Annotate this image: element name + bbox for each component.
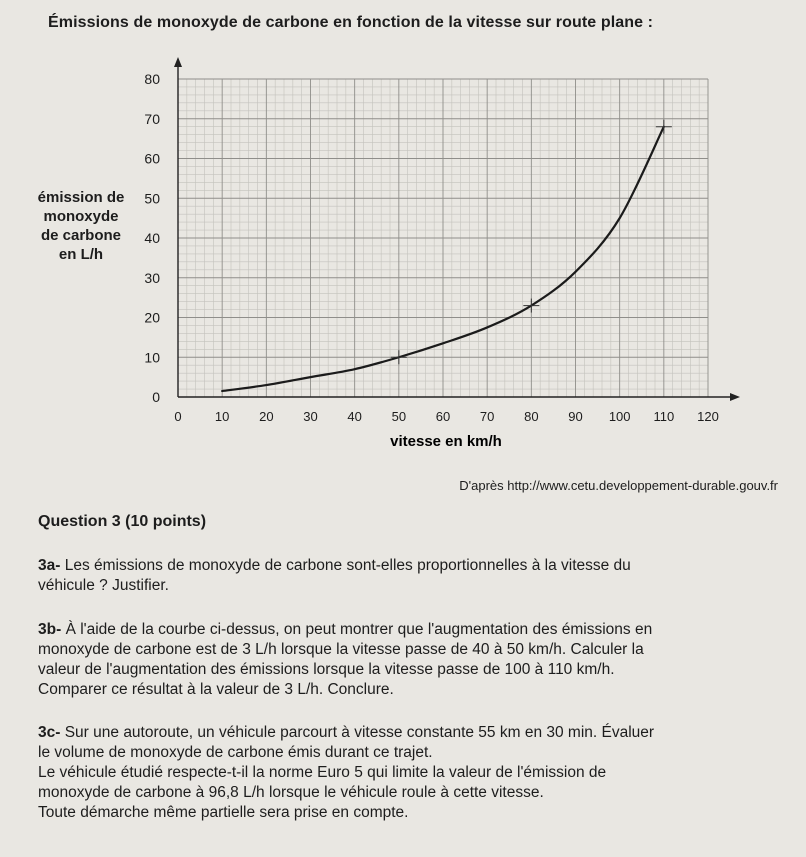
x-tick-label: 90 bbox=[568, 409, 583, 424]
x-tick-label: 60 bbox=[435, 409, 451, 424]
x-tick-label: 70 bbox=[479, 409, 495, 424]
x-tick-label: 10 bbox=[214, 409, 230, 424]
question-text: Les émissions de monoxyde de carbone sont-elles proportionnelles à la vitesse du bbox=[64, 557, 631, 574]
x-tick-label: 40 bbox=[347, 409, 362, 424]
question-3a bbox=[38, 556, 782, 596]
chart-series bbox=[222, 120, 672, 391]
question-line: Comparer ce résultat à la valeur de 3 L/h. Conclure. bbox=[38, 681, 394, 698]
question-line bbox=[38, 723, 782, 743]
y-tick-label: 80 bbox=[144, 71, 160, 87]
y-tick-label: 60 bbox=[144, 150, 160, 167]
x-axis-label: vitesse en km/h bbox=[390, 433, 502, 450]
chart-title: Émissions de monoxyde de carbone en fonction de la vitesse sur route plane : bbox=[48, 14, 654, 31]
y-axis-label-line: de carbone bbox=[40, 227, 122, 244]
x-tick-label: 120 bbox=[697, 409, 719, 424]
y-axis-label bbox=[30, 188, 132, 264]
x-axis-arrow-icon bbox=[730, 393, 740, 401]
question-line: Toute démarche même partielle sera prise en compte. bbox=[38, 804, 409, 821]
question-line: valeur de l'augmentation des émissions lorsque la vitesse passe de 100 à 110 km/h. bbox=[38, 661, 615, 678]
question-line: monoxyde de carbone à 96,8 L/h lorsque le véhicule roule à cette vitesse. bbox=[38, 784, 544, 801]
x-tick-label: 0 bbox=[174, 409, 182, 424]
question-line: véhicule ? Justifier. bbox=[38, 577, 169, 594]
question-text: À l'aide de la courbe ci-dessus, on peut montrer que l'augmentation des émissions en bbox=[65, 621, 653, 638]
x-tick-label: 30 bbox=[303, 409, 318, 424]
question-line: Le véhicule étudié respecte-t-il la norme Euro 5 qui limite la valeur de l'émission de bbox=[38, 764, 607, 781]
x-tick-label: 100 bbox=[608, 409, 631, 424]
question-text: Sur une autoroute, un véhicule parcourt à vitesse constante 55 km en 30 min. Évaluer bbox=[64, 724, 655, 741]
y-tick-label: 20 bbox=[144, 309, 160, 326]
y-axis-label-line: en L/h bbox=[58, 246, 104, 263]
question-3b bbox=[38, 620, 782, 700]
x-tick-label: 110 bbox=[653, 409, 675, 424]
y-axis-label-line: émission de bbox=[37, 189, 125, 206]
y-tick-label: 0 bbox=[152, 389, 160, 405]
x-tick-label: 80 bbox=[524, 409, 539, 424]
x-tick-label: 20 bbox=[259, 409, 274, 424]
x-tick-label: 50 bbox=[391, 409, 407, 424]
question-label: 3a- bbox=[38, 557, 61, 574]
question-line bbox=[38, 556, 782, 576]
question-3c bbox=[38, 723, 782, 823]
chart-tick-labels bbox=[144, 71, 718, 424]
source-credit: D'après http://www.cetu.developpement-durable.gouv.fr bbox=[459, 478, 778, 493]
y-tick-label: 10 bbox=[144, 349, 160, 366]
y-tick-label: 50 bbox=[144, 190, 160, 207]
question-line bbox=[38, 620, 782, 640]
question-label: 3b- bbox=[38, 621, 62, 638]
question-line: le volume de monoxyde de carbone émis durant ce trajet. bbox=[38, 744, 433, 761]
y-tick-label: 70 bbox=[144, 110, 160, 127]
question-title: Question 3 (10 points) bbox=[38, 513, 207, 530]
question-label: 3c- bbox=[38, 724, 61, 741]
y-tick-label: 40 bbox=[144, 230, 160, 246]
y-axis-label-line: monoxyde bbox=[43, 208, 119, 225]
question-line: monoxyde de carbone est de 3 L/h lorsque la vitesse passe de 40 à 50 km/h. Calculer la bbox=[38, 641, 644, 658]
y-tick-label: 30 bbox=[144, 269, 160, 286]
y-axis-arrow-icon bbox=[174, 57, 182, 67]
